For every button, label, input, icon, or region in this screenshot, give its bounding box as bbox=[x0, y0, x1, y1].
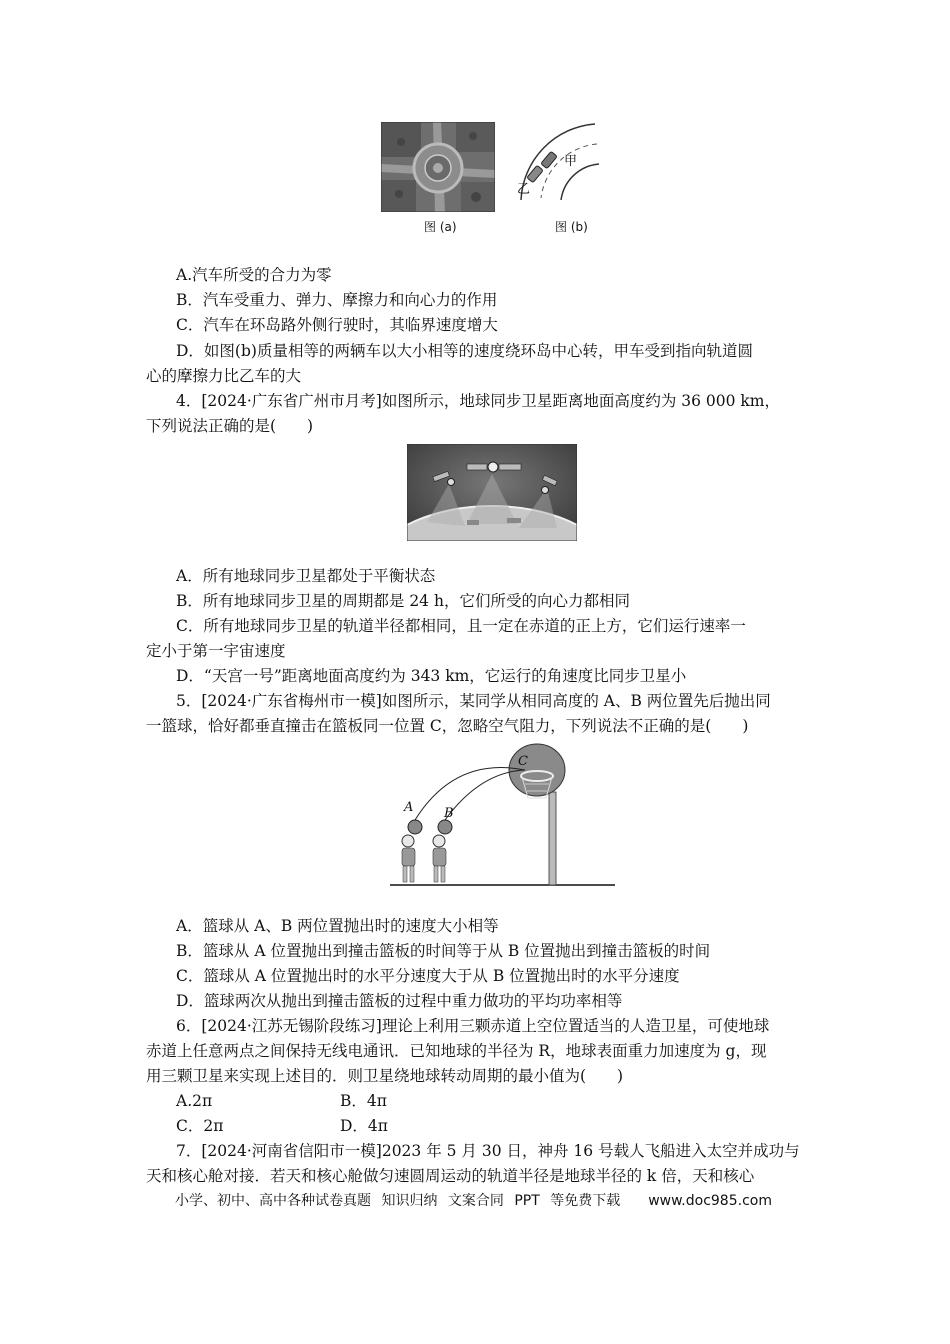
q3-option-b: B．汽车受重力、弹力、摩擦力和向心力的作用 bbox=[176, 291, 498, 309]
fig-b-label-yi: 乙 bbox=[517, 182, 531, 197]
q6-option-b: B．4π bbox=[340, 1092, 387, 1110]
basketball-diagram bbox=[385, 742, 620, 890]
q4-option-d: D．“天宫一号”距离地面高度约为 343 km，它运行的角速度比同步卫星小 bbox=[176, 667, 687, 685]
q4-option-c-line2: 定小于第一宇宙速度 bbox=[146, 642, 286, 660]
q5-option-d: D．篮球两次从抛出到撞击篮板的过程中重力做功的平均功率相等 bbox=[176, 992, 623, 1010]
fig-b-label-jia: 甲 bbox=[564, 154, 578, 169]
fig-b-caption: 图 (b) bbox=[555, 220, 588, 234]
q4-stem-line2: 下列说法正确的是( ) bbox=[146, 417, 314, 435]
q4-option-b: B．所有地球同步卫星的周期都是 24 h，它们所受的向心力都相同 bbox=[176, 592, 630, 610]
q3-option-d-line1: D．如图(b)质量相等的两辆车以大小相等的速度绕环岛中心转，甲车受到指向轨道圆 bbox=[176, 342, 753, 360]
label-a: A bbox=[404, 800, 414, 815]
q6-option-c: C．2π bbox=[176, 1117, 224, 1135]
footer-text: 小学、初中、高中各种试卷真题 知识归纳 文案合同 PPT 等免费下载 www.doc985.com bbox=[175, 1193, 772, 1209]
q6-option-a: A.2π bbox=[176, 1092, 213, 1110]
q5-option-c: C．篮球从 A 位置抛出时的水平分速度大于从 B 位置抛出时的水平分速度 bbox=[176, 967, 680, 985]
q4-option-c-line1: C．所有地球同步卫星的轨道半径都相同，且一定在赤道的正上方，它们运行速率一 bbox=[176, 617, 746, 635]
q3-option-c: C．汽车在环岛路外侧行驶时，其临界速度增大 bbox=[176, 316, 498, 334]
q5-stem-line2: 一篮球，恰好都垂直撞击在篮板同一位置 C，忽略空气阻力，下列说法不正确的是( ) bbox=[146, 717, 749, 735]
label-c: C bbox=[518, 754, 528, 769]
q4-stem-line1: 4．[2024·广东省广州市月考]如图所示，地球同步卫星距离地面高度约为 36 000 km， bbox=[176, 392, 781, 410]
q4-option-a: A．所有地球同步卫星都处于平衡状态 bbox=[176, 567, 436, 585]
q7-stem-line1: 7．[2024·河南省信阳市一模]2023 年 5 月 30 日，神舟 16 号载人飞船进入太空并成功与 bbox=[176, 1142, 800, 1160]
q5-stem-line1: 5．[2024·广东省梅州市一模]如图所示，某同学从相同高度的 A、B 两位置先后抛出同 bbox=[176, 692, 771, 710]
satellite-illustration bbox=[407, 444, 577, 541]
q6-stem-line2: 赤道上任意两点之间保持无线电通讯．已知地球的半径为 R，地球表面重力加速度为 g，现 bbox=[146, 1042, 767, 1060]
q5-option-b: B．篮球从 A 位置抛出到撞击篮板的时间等于从 B 位置抛出到撞击篮板的时间 bbox=[176, 942, 711, 960]
label-b: B bbox=[444, 806, 454, 821]
roundabout-photo bbox=[381, 122, 495, 212]
fig-a-caption: 图 (a) bbox=[424, 220, 457, 234]
q3-option-d-line2: 心的摩擦力比乙车的大 bbox=[146, 367, 302, 385]
q3-option-a: A.汽车所受的合力为零 bbox=[176, 266, 332, 284]
q6-stem-line1: 6．[2024·江苏无锡阶段练习]理论上利用三颗赤道上空位置适当的人造卫星，可使地球 bbox=[176, 1017, 770, 1035]
two-cars-diagram bbox=[515, 122, 605, 212]
q7-stem-line2: 天和核心舱对接．若天和核心舱做匀速圆周运动的轨道半径是地球半径的 k 倍，天和核心 bbox=[146, 1167, 755, 1185]
q5-option-a: A．篮球从 A、B 两位置抛出时的速度大小相等 bbox=[176, 917, 499, 935]
q6-stem-line3: 用三颗卫星来实现上述目的．则卫星绕地球转动周期的最小值为( ) bbox=[146, 1067, 624, 1085]
q6-option-d: D．4π bbox=[340, 1117, 388, 1135]
